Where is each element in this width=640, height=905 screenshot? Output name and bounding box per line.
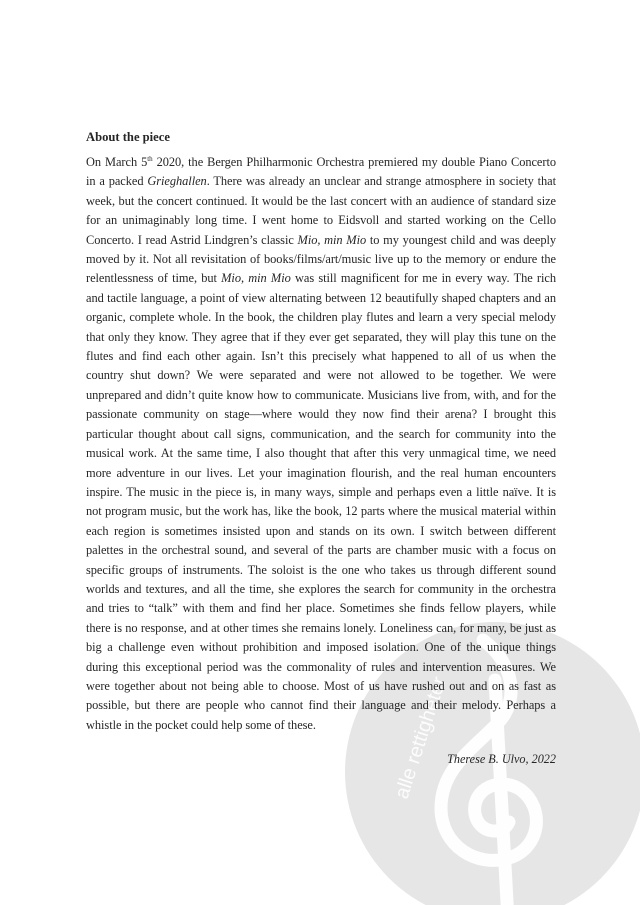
body-text-segment: 2020, the Bergen Philharmonic Orchestra premiered my double Piano Concerto in a packed <box>86 155 556 189</box>
watermark-text: alle rettigheter <box>390 674 451 802</box>
section-heading: About the piece <box>86 130 170 144</box>
book-title: Mio, min Mio <box>297 232 367 247</box>
body-text-segment: . There was already an unclear and strange atmosphere in society that week, but the concert continued. It would be the last concert with an audience of standard size for an unimaginably long time. I went home to Eidsvoll and started working on the Cello Concerto. I read Astrid Lindgren’s classic <box>86 174 556 247</box>
author-signature: Therese B. Ulvo, 2022 <box>447 752 556 766</box>
ordinal-suffix: th <box>147 155 153 163</box>
body-text-segment: On March 5 <box>86 155 148 169</box>
body-text-segment: was still magnificent for me in every way. The rich and tactile language, a point of view alternating between 12 beautifully shaped chapters and an organic, complete whole. In the book, the children play flutes and learn a very special melody that only they know. They agree that if they ever get separated, they will play this tune on the flutes and find each other again. Isn’t this precisely what happened to all of us when the country shut down? We were separated and were not allowed to be together. We were unprepared and didn’t quite know how to communicate. Musicians live from, with, and for the passionate community on stage—where would they now find their arena? I brought this particular thought about call signs, communication, and the search for community into the musical work. At the same time, I also thought that after this very unmagical time, we need more adventure in our lives. Let your imagination flourish, and the real human encounters inspire. The music in the piece is, in many ways, simple and perhaps even a little naïve. It is not program music, but the work has, like the book, 12 parts where the musical material within each region is sometimes insisted upon and stands on its own. I switch between different palettes in the orchestral sound, and several of the parts are chamber music with a focus on specific groups of instruments. The soloist is the one who takes us through different sound worlds and textures, and all the time, she explores the search for community in the orchestra and tries to “talk” with them and find her place. Sometimes she finds fellow players, while there is no response, and at other times she remains lonely. Loneliness can, for many, be just as big a challenge even without prohibition and imposed isolation. One of the unique things during this exceptional period was the commonality of rules and intervention measures. We were together about not being able to choose. Most of us have rushed out and on as fast as possible, but there are people who cannot find their language and their melody. Perhaps a whistle in the pocket could help some of these. <box>86 271 556 732</box>
body-text-segment: to my youngest child and was deeply moved by it. Not all revisitation of books/films/art/music live up to the memory or endure the relentlessness of time, but <box>86 232 557 286</box>
book-title: Mio, min Mio <box>221 271 291 286</box>
venue-name: Grieghallen <box>147 174 207 189</box>
article-body <box>86 153 556 735</box>
